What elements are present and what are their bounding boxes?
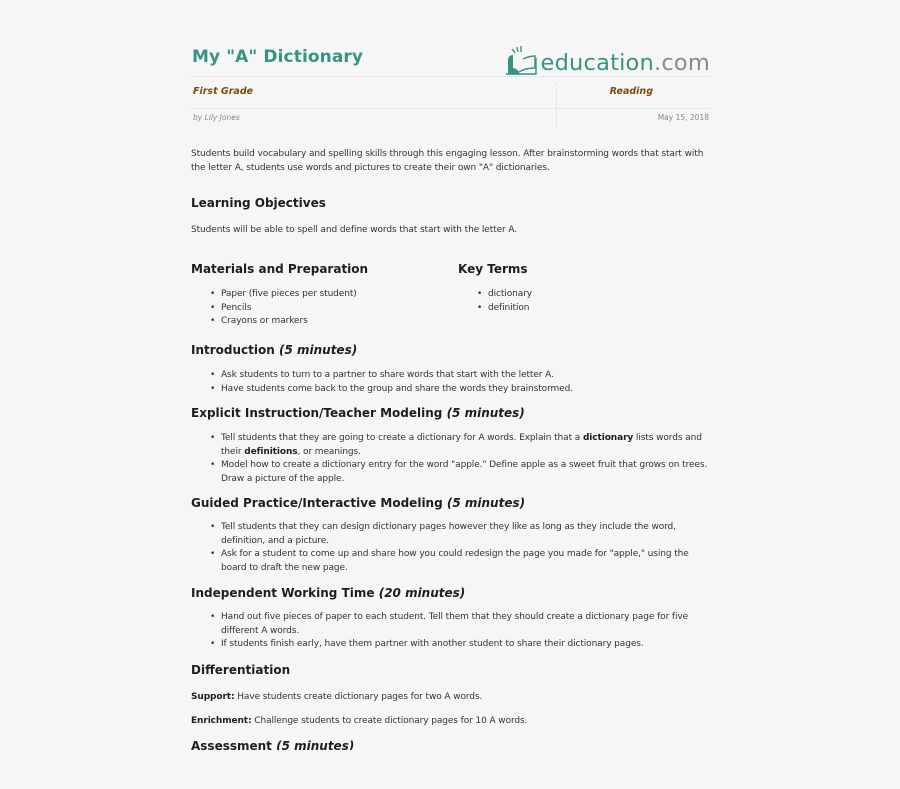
duration: (5 minutes) (446, 406, 525, 420)
duration: (5 minutes) (276, 739, 355, 750)
list-item: • Have students come back to the group and share the words they brainstormed. (191, 383, 710, 397)
lesson-summary: Students build vocabulary and spelling skills through this engaging lesson. After brainstorming words that start with the letter A, students use words and pictures to create their own "A" dictionaries. (191, 149, 704, 173)
term-dictionary: dictionary (582, 433, 634, 443)
materials-list (191, 288, 451, 329)
page-title: My "A" Dictionary (192, 47, 364, 67)
enrichment-text: Enrichment: Challenge students to create dictionary pages for 10 A words. (191, 716, 528, 726)
divider (191, 108, 710, 109)
key-terms-list (458, 288, 658, 315)
publish-date: May 15, 2018 (657, 113, 709, 122)
term-definitions: definitions (244, 446, 298, 457)
independent-time-heading: Independent Working Time (20 minutes) (191, 586, 466, 600)
list-item: • Tell students that they are going to create a dictionary for A words. Explain that a dictionary lists words and their definitions, or meanings. (191, 432, 710, 459)
document-header (191, 44, 710, 76)
list-item: • Tell students that they can design dictionary pages however they like as long as they include the word, definition, and a picture. (191, 521, 710, 548)
education-com-logo (505, 44, 710, 76)
assessment-clip (191, 736, 710, 750)
differentiation-heading: Differentiation (191, 663, 291, 677)
explicit-instruction-list (191, 432, 710, 486)
grade-label: First Grade (193, 86, 254, 97)
list-item: • dictionary (458, 288, 658, 302)
introduction-heading: Introduction (5 minutes) (191, 343, 358, 357)
list-item: • Ask students to turn to a partner to share words that start with the letter A. (191, 369, 710, 383)
list-item: • Model how to create a dictionary entry for the word "apple." Define apple as a sweet fruit that grows on trees. Draw a picture of the apple. (191, 459, 710, 486)
introduction-list (191, 369, 710, 396)
subject-label: Reading (609, 86, 653, 97)
author-byline: by Lily Jones (193, 113, 240, 122)
duration: (20 minutes) (378, 586, 466, 600)
duration: (5 minutes) (278, 343, 358, 357)
assessment-heading: Assessment (5 minutes) (191, 739, 710, 750)
open-book-icon (505, 46, 539, 76)
column-divider (556, 83, 557, 127)
key-terms-heading: Key Terms (458, 262, 528, 276)
list-item: • Crayons or markers (191, 315, 451, 329)
list-item: • Pencils (191, 302, 451, 316)
learning-objectives-heading: Learning Objectives (191, 196, 326, 210)
divider (191, 76, 710, 77)
independent-time-list (191, 611, 710, 652)
list-item: • If students finish early, have them partner with another student to share their dictionary pages. (191, 638, 710, 652)
support-text: Support: Have students create dictionary pages for two A words. (191, 692, 483, 702)
guided-practice-list (191, 521, 710, 575)
logo-wordmark: education.com (540, 50, 710, 76)
list-item: • Ask for a student to come up and share how you could redesign the page you made for "apple," using the board to draft the new page. (191, 548, 710, 575)
materials-heading: Materials and Preparation (191, 262, 369, 276)
list-item: • definition (458, 302, 658, 316)
learning-objectives-text: Students will be able to spell and define words that start with the letter A. (191, 225, 518, 235)
list-item: • Hand out five pieces of paper to each student. Tell them that they should create a dictionary page for five different A words. (191, 611, 710, 638)
explicit-instruction-heading: Explicit Instruction/Teacher Modeling (5 minutes) (191, 406, 525, 420)
guided-practice-heading: Guided Practice/Interactive Modeling (5 minutes) (191, 496, 526, 510)
list-item: • Paper (five pieces per student) (191, 288, 451, 302)
duration: (5 minutes) (446, 496, 526, 510)
support-label: Support: (191, 692, 235, 702)
enrichment-label: Enrichment: (191, 716, 252, 726)
